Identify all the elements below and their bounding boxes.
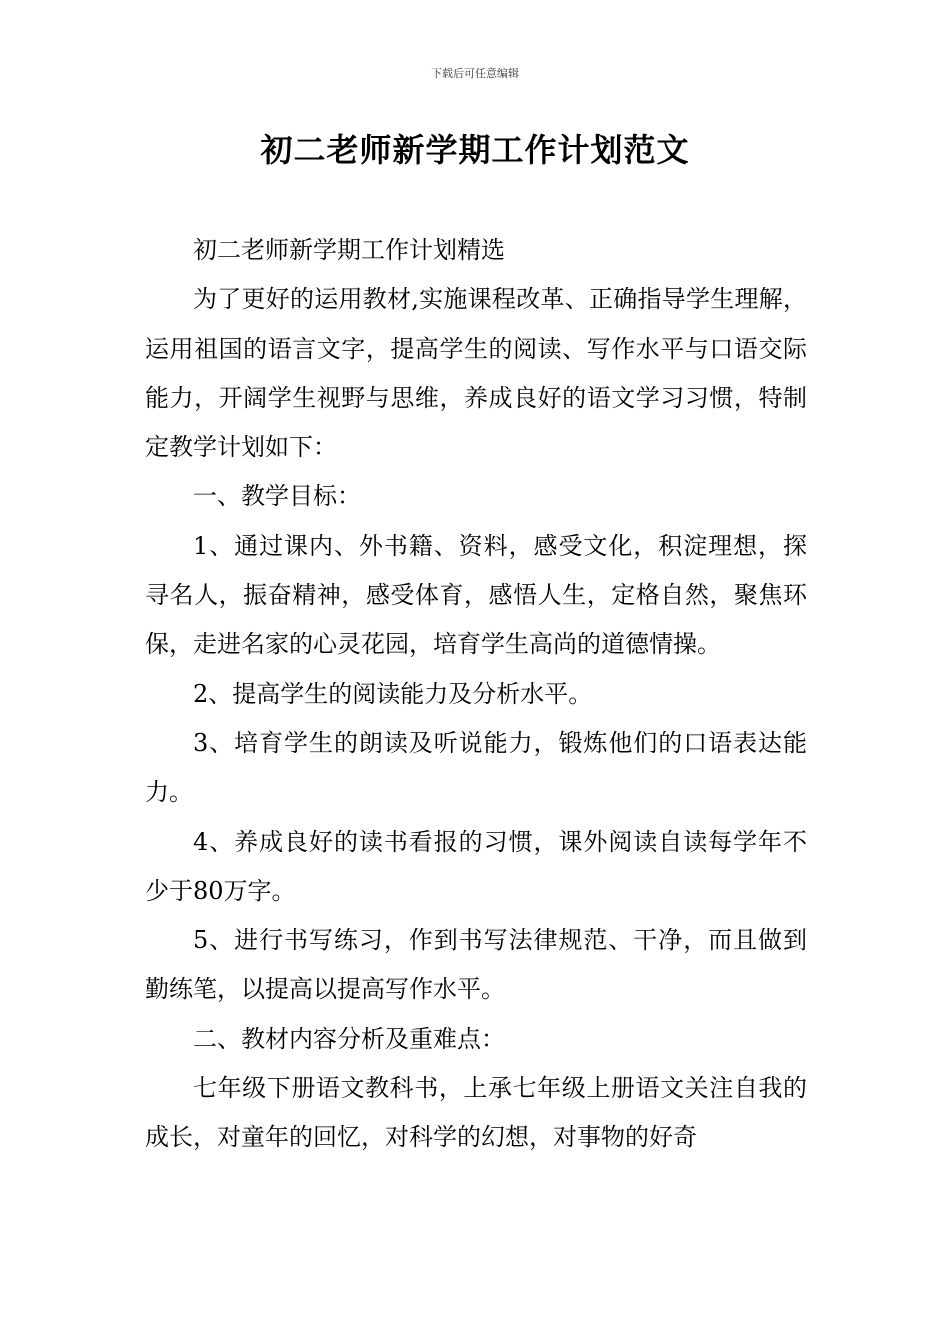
goal-item-1: 1、通过课内、外书籍、资料，感受文化，积淀理想，探寻名人，振奋精神，感受体育，感悟人生，定格自然，聚焦环保，走进名家的心灵花园，培育学生高尚的道德情操。 — [145, 531, 807, 659]
goal-item-5: 5、进行书写练习，作到书写法律规范、干净，而且做到勤练笔，以提高以提高写作水平。 — [145, 926, 807, 1004]
section-heading-goals: 一、教学目标： — [193, 482, 361, 511]
intro-paragraph: 为了更好的运用教材,实施课程改革、正确指导学生理解，运用祖国的语言文字，提高学生的阅读、写作水平与口语交际能力，开阔学生视野与思维，养成良好的语文学习习惯，特制定教学计划如下： — [145, 285, 807, 462]
goal-item-2: 2、提高学生的阅读能力及分析水平。 — [193, 679, 593, 708]
document-title: 初二老师新学期工作计划范文 — [260, 131, 690, 169]
header-note: 下载后可任意编辑 — [431, 67, 519, 80]
document-body — [145, 226, 807, 1163]
goal-item-3: 3、培育学生的朗读及听说能力，锻炼他们的口语表达能力。 — [145, 728, 807, 807]
analysis-paragraph: 七年级下册语文教科书，上承七年级上册语文关注自我的成长，对童年的回忆，对科学的幻想，对事物的好奇 — [145, 1074, 807, 1152]
subtitle-paragraph: 初二老师新学期工作计划精选 — [193, 236, 505, 264]
section-heading-analysis: 二、教材内容分析及重难点： — [193, 1024, 505, 1053]
goal-item-4: 4、养成良好的读书看报的习惯，课外阅读自读每学年不少于80万字。 — [145, 827, 807, 905]
